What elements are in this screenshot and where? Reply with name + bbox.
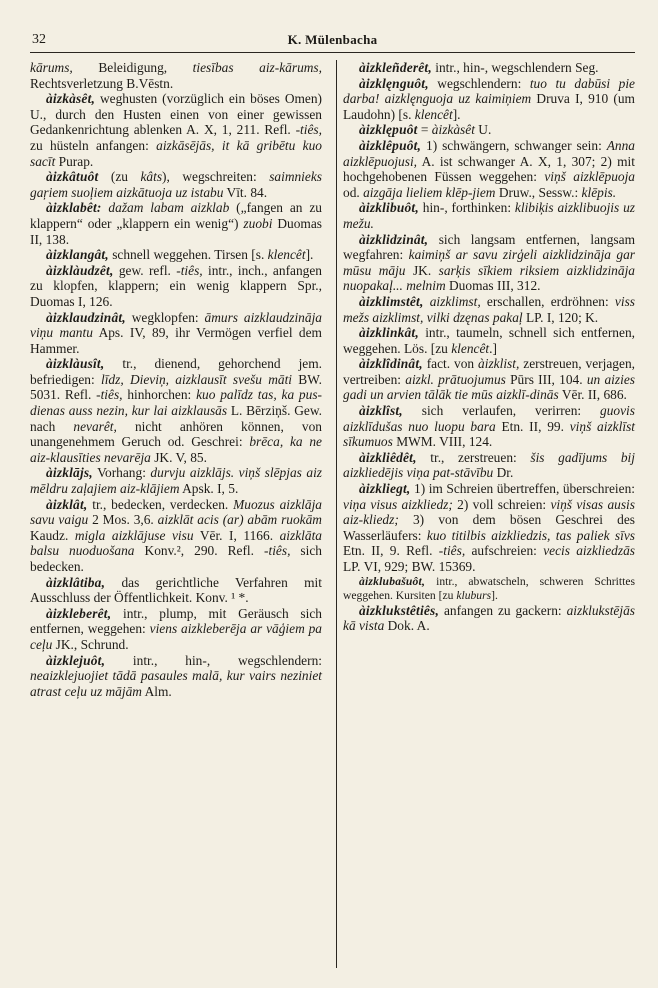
entry-example: Muozus aizklāja savu vaigu (30, 496, 322, 528)
entry-headword: àizklîst, (359, 403, 403, 419)
entry-headword: àizklât, (46, 496, 88, 512)
entry-example: dažam labam aizklab (101, 200, 230, 216)
entry-definition: = (417, 122, 432, 138)
entry-headword: àizkâtuôt (46, 169, 99, 185)
dictionary-entry (30, 356, 322, 465)
entry-example: kuo palīdz tas, ka pus-dienas auss nezin, kur lai aizklausās (30, 387, 322, 419)
entry-example: viņš aizklīst sīkumuos (343, 418, 635, 450)
dictionary-entry (343, 232, 635, 294)
left-column (30, 60, 322, 699)
entry-definition: intr., taumeln, schnell sich entfernen, weggehen. Lös. [zu (343, 325, 635, 356)
entry-definition: tr., zerstreuen: (416, 449, 531, 465)
entry-definition: U. (474, 122, 492, 138)
entry-definition: Vēr. I, 1166. (193, 527, 280, 543)
right-column (343, 60, 635, 634)
entry-headword: àizkliêdêt, (359, 449, 417, 465)
entry-definition: Vēr. II, 686. (558, 387, 627, 403)
entry-definition: MWM. VIII, 124. (392, 434, 493, 450)
entry-headword: àizklîdinât, (359, 356, 423, 372)
entry-definition: 1) im Schreien übertreffen, überschreien: (410, 481, 635, 497)
entry-definition: ]. (452, 106, 461, 122)
entry-example: sarķis sīkiem riksiem aizklidzināja nuopakaļ... melnim (343, 262, 635, 294)
entry-example: klibiķis aizklibuojis uz mežu. (343, 200, 635, 231)
dictionary-entry (343, 450, 635, 481)
entry-definition: hinhorchen: (122, 387, 197, 403)
dictionary-entry (343, 481, 635, 575)
entry-headword: àizklinkât, (359, 325, 419, 341)
entry-headword: àizklabêt: (46, 200, 102, 216)
entry-headword: àizklaudzinât, (46, 309, 126, 325)
entry-definition: hin-, forthinken: (418, 200, 515, 216)
entry-example: kluburs (456, 588, 492, 602)
entry-example: viņš visas ausis aiz-kliedz; (343, 496, 635, 528)
entry-example: klencêt (267, 247, 306, 263)
entry-example: nevarêt, (73, 418, 117, 434)
entry-example: neaizklejuojiet tādā pasaules malā, kur vairs neziniet atrast ceļu uz mājām (30, 668, 322, 699)
entry-definition: zerstreuen, verjagen, vertreiben: (343, 356, 635, 387)
entry-definition: Vīt. 84. (223, 184, 268, 200)
dictionary-entry (30, 310, 322, 357)
dictionary-entry (30, 465, 322, 496)
entry-example: zuobi (243, 215, 273, 231)
dictionary-entry (30, 497, 322, 575)
entry-example: àizklist, (478, 356, 520, 372)
entry-headword: àizkàsêt, (46, 91, 96, 107)
entry-headword: àizklępuôt (359, 122, 418, 138)
entry-definition: Vorhang: (92, 465, 151, 481)
entry-headword: àizkleberêt, (46, 605, 112, 621)
entry-definition: wegklopfen: (125, 309, 205, 325)
entry-example: klencêt (451, 340, 490, 356)
dictionary-entry (30, 606, 322, 653)
dictionary-entry (343, 60, 635, 76)
entry-headword: àizklâtiba, (46, 574, 106, 590)
entry-definition: Etn. II, 99. (495, 418, 570, 434)
dictionary-entry (343, 356, 635, 403)
entry-example: guovis aizklīdušas nuo luopu bara (343, 403, 635, 434)
entry-definition: L. Bērziņš. Gew. nach (30, 403, 322, 434)
entry-example: vecis aizkliedzās (543, 543, 635, 559)
entry-example: aizkl. prātuojumus (405, 371, 506, 387)
entry-definition: intr., abwatscheln, schweren Schrittes weggehen. Kursiten [zu (343, 574, 635, 602)
entry-definition: JK., Schrund. (52, 636, 129, 652)
dictionary-entry (30, 575, 322, 606)
entry-definition: aufschreien: (465, 543, 544, 559)
entry-definition: .] (489, 340, 497, 356)
dictionary-entry (343, 122, 635, 138)
entry-definition: Dr. (493, 465, 514, 481)
dictionary-entry (343, 200, 635, 231)
entry-definition: Purap. (55, 153, 94, 169)
entry-definition: tr., dienend, gehorchend jem. befriedigen: (30, 356, 322, 387)
dictionary-entry (343, 575, 635, 603)
entry-example: -tiês, (438, 543, 466, 559)
dictionary-entry (343, 138, 635, 200)
entry-definition: Druva I, 910 (um Laudohn) [s. (343, 91, 635, 122)
entry-definition: weghusten (vorzüglich ein böses Omen) U., durch den Husten einen von einer gewissen Gedankenrichtung ablenken A. X, 1, 211. Refl. (30, 91, 322, 138)
entry-example: kuo titilbis aizkliedzis, tas paliek sīvs (426, 527, 635, 543)
entry-example: kaimiņš ar savu zirģeli aizklidzināja gar mūsu māju (343, 247, 635, 278)
entry-definition: 2 Mos. 3,6. (88, 512, 158, 528)
entry-definition: nicht anhören können, von unangenehmem Geruch od. Geschrei: (30, 418, 322, 450)
entry-example: saimnieks gaŗiem suoļiem aizkātuoja uz istabu (30, 169, 322, 200)
entry-headword: àizkleñderêt, (359, 60, 432, 75)
page-number: 32 (32, 32, 46, 47)
entry-definition: tr., bedecken, verdecken. (87, 496, 234, 512)
entry-definition: BW. 5031. Refl. (30, 371, 322, 403)
entry-example: viss mežs aizklimst, vilki dzęnas pakaļ (343, 293, 635, 325)
entry-definition: sich langsam entfernen, langsam wegfahren: (343, 231, 635, 263)
dictionary-entry (343, 325, 635, 356)
entry-definition: („fangen an zu klappern“ oder „klappern ein wenig“) (30, 200, 323, 231)
entry-definition: Duomas II, 138. (30, 215, 322, 247)
entry-definition: ), wegschreiten: (162, 169, 270, 185)
entry-definition: Kaudz. (30, 527, 75, 543)
entry-definition: 2) voll schreien: (452, 496, 551, 512)
entry-example: viens aizkleberēja ar vāģiem pa ceļu (30, 621, 323, 652)
dictionary-entry (30, 200, 322, 247)
entry-headword: àizklidzinât, (359, 231, 429, 247)
entry-headword: àizklājs, (46, 465, 93, 481)
entry-example: durvju aizklājs. viņš slēpjas aiz mēldru zaļajiem aiz-klājiem (30, 465, 322, 497)
entry-example: aizkāsējās, it kā gribētu kuo sacīt (30, 137, 322, 169)
entry-definition: das gerichtliche Verfahren mit Ausschluss der Öffentlichkeit. Konv. ¹ *. (30, 574, 322, 606)
entry-definition: sich bedecken. (30, 543, 323, 574)
dictionary-entry (343, 76, 635, 123)
entry-definition: intr., hin-, wegschlendern: (105, 652, 322, 668)
entry-example: -tiês, (176, 262, 203, 278)
entry-example: aizklimst, (423, 293, 481, 309)
entry-example: klēpis. (581, 184, 617, 200)
entry-definition: anfangen zu gackern: (439, 602, 567, 618)
dictionary-entry (30, 60, 322, 91)
page-header (30, 30, 635, 53)
entry-example: -tiês, (96, 387, 123, 403)
entry-headword: àizklàudzêt, (46, 262, 114, 278)
dictionary-entry (30, 263, 322, 310)
entry-definition: LP. I, 120; K. (522, 309, 599, 325)
dictionary-entry (343, 294, 635, 325)
entry-definition: Apsk. I, 5. (179, 481, 239, 497)
dictionary-entry (343, 403, 635, 450)
dictionary-entry (30, 91, 322, 169)
entry-example: un aizies gadi un arvien tālāk tie mūs aizklī-dinās (343, 371, 635, 403)
entry-definition: JK. V, 85. (150, 449, 207, 465)
entry-definition: fact. von (422, 356, 479, 372)
column-divider (336, 60, 337, 968)
entry-example: aizklāta balsu nuoduošana (30, 527, 322, 559)
entry-definition: Druw., Sessw.: (495, 184, 582, 200)
entry-definition: Beleidigung, (72, 60, 193, 75)
entry-definition: ]. (491, 588, 498, 602)
entry-definition: 3) von dem bösen Geschrei des Wasserläufers: (343, 512, 635, 543)
entry-definition: sich verlaufen, verirren: (402, 403, 601, 419)
entry-definition: intr., hin-, wegschlendern Seg. (431, 60, 599, 75)
entry-example: migla aizklājuse visu (74, 527, 194, 543)
entry-example: viņa visus aizkliedz; (343, 496, 453, 512)
entry-definition: gew. refl. (113, 262, 177, 278)
entry-definition: od. (343, 184, 364, 200)
entry-example: klencêt (414, 106, 453, 122)
entry-example: kārums, (30, 60, 73, 75)
entry-example: aizklāt acis (ar) abām ruokām (157, 512, 322, 528)
running-head: K. Mülenbacha (287, 32, 378, 47)
entry-definition: schnell weggehen. Tirsen [s. (108, 247, 268, 263)
entry-definition: Pūrs III, 104. (505, 371, 587, 387)
entry-definition: Rechtsverletzung B.Vēstn. (30, 75, 174, 91)
entry-example: tuo tu dabūsi pie darba! aizklęnguoja uz kaimiņiem (343, 75, 635, 107)
entry-example: -tiês, (295, 122, 322, 138)
entry-definition: (zu (98, 169, 141, 185)
entry-headword: àizklęnguôt, (359, 75, 429, 91)
entry-definition: erschallen, erdröhnen: (480, 293, 615, 309)
entry-definition: Aps. IV, 89, ihr Vermögen verfiel dem Hammer. (30, 325, 322, 356)
entry-example: kâts (140, 169, 163, 185)
entry-headword: àizklêpuôt, (359, 137, 422, 153)
entry-definition: wegschlendern: (428, 75, 530, 91)
entry-definition: Dok. A. (384, 618, 430, 634)
entry-definition: intr., inch., anfangen zu klopfen, klappern; ein wenig klappern Spr., Duomas I, 126. (30, 262, 323, 309)
entry-headword: àizklubašuôt, (359, 574, 426, 588)
entry-headword: àizklukstêtiês, (359, 602, 440, 618)
entry-definition: intr., plump, mit Geräusch sich entfernen, weggehen: (30, 605, 322, 637)
entry-example: āmurs aizklaudzināja viņu mantu (30, 309, 322, 341)
entry-example: Anna aizklēpuojusi, (343, 137, 635, 169)
entry-headword: àizklibuôt, (359, 200, 419, 216)
entry-example: aizgāja lieliem klēp-jiem (363, 184, 496, 200)
entry-definition: zu hüsteln anfangen: (30, 137, 157, 153)
entry-example: brēca, ka ne aiz-klausīties nevarēja (30, 434, 322, 465)
entry-example: līdz, Dieviņ, aizklausīt svešu māti (100, 371, 293, 387)
entry-definition: JK. (405, 262, 439, 278)
entry-definition: Konv.², 290. Refl. (134, 543, 265, 559)
dictionary-entry (30, 169, 322, 200)
entry-example: -tiês, (264, 543, 291, 559)
entry-definition: A. ist schwanger A. X, 1, 307; 2) mit hochgehobenen Füssen weggehen: (343, 153, 635, 185)
entry-definition: Duomas III, 312. (445, 278, 541, 294)
entry-example: šis gadījums bij aizkliedējis viņa pat-stāvību (343, 449, 636, 481)
entry-example: àizkàsêt (431, 122, 475, 138)
entry-headword: àizklangât, (46, 247, 109, 263)
entry-headword: àizklejuôt, (46, 652, 106, 668)
dictionary-entry (343, 603, 635, 634)
entry-headword: àizklàusît, (46, 356, 105, 372)
entry-example: aizklukstējās kā vista (343, 602, 635, 634)
entry-headword: àizklimstêt, (359, 293, 424, 309)
entry-definition: 1) schwängern, schwanger sein: (421, 137, 607, 153)
dictionary-entry (30, 247, 322, 263)
entry-definition: LP. VI, 929; BW. 15369. (343, 559, 476, 574)
entry-example: tiesības aiz-kārums, (192, 60, 322, 75)
entry-definition: Etn. II, 9. Refl. (343, 543, 439, 559)
dictionary-entry (30, 653, 322, 700)
entry-example: viņš aizklēpuoja (544, 169, 635, 185)
entry-headword: àizkliegt, (359, 481, 411, 497)
entry-definition: ]. (305, 247, 314, 263)
entry-definition: Alm. (141, 683, 172, 699)
